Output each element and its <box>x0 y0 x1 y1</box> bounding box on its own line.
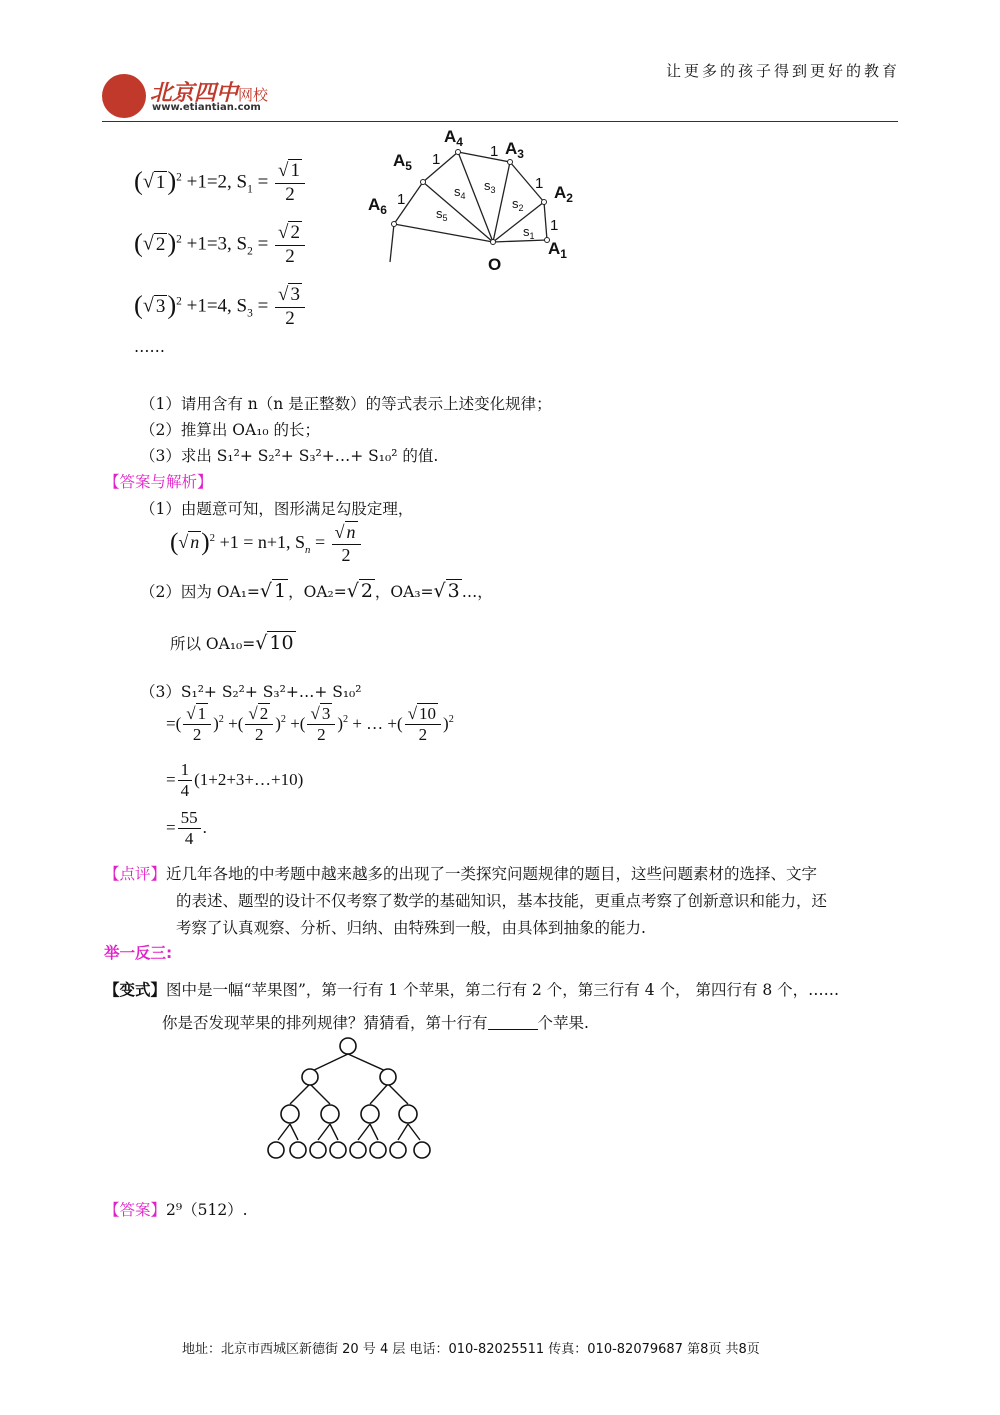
logo-url: www.etiantian.com <box>152 102 261 113</box>
variant-line-2: 你是否发现苹果的排列规律？猜猜看，第十行有 个苹果. <box>162 1014 589 1032</box>
solution-2-text: （2）因为 OA₁=√ 1 ，OA₂=√ 2 ，OA₃=√ 3 …， <box>140 580 493 602</box>
equation-2: (√ 2)$^2$ +1=3, $S_2$ = $\frac{√ 2}{2}$ <box>134 222 307 269</box>
svg-text:s5: $s_5$ <box>436 206 448 223</box>
answer-tag: 【答案与解析】 <box>104 473 213 491</box>
svg-text:1: 1 <box>550 217 559 234</box>
apple-tree-figure <box>262 1032 442 1167</box>
point-label-a6: $A_6$ <box>368 195 387 217</box>
svg-text:s1: $s_1$ <box>523 224 535 241</box>
svg-text:s2: $s_2$ <box>512 196 524 213</box>
svg-text:1: 1 <box>432 151 441 168</box>
solution-3-line3: = $\frac{1}{4}$ (1+2+3+…+10) <box>166 760 304 801</box>
svg-text:s3: $s_3$ <box>484 178 496 195</box>
variant-line-1: 【变式】图中是一幅“苹果图”，第一行有 1 个苹果，第二行有 2 个，第三行有 4 个， 第四行有 8 个，…… <box>104 981 840 999</box>
solution-1-text: （1）由题意可知，图形满足勾股定理， <box>140 500 414 518</box>
point-label-a1: $A_1$ <box>548 239 567 261</box>
practice-title: 举一反三: <box>104 944 173 962</box>
svg-text:s4: $s_4$ <box>454 184 466 201</box>
ellipsis: …… <box>134 338 165 356</box>
equation-1: (√ 1)$^2$ +1=2, $S_1$ = $\frac{√ 1}{2}$ <box>134 160 307 207</box>
point-label-a2: $A_2$ <box>554 183 573 205</box>
svg-text:1: 1 <box>535 175 544 192</box>
solution-3-line2: =( $\frac{√ 1}{2}$ )$^2$ +( $\frac{√ 2}{2}$ )$^2$ +( $\frac{√ 3}{2}$ )$^2$ + … +( $\frac{√ 10}{2}$ )$^2$ <box>166 704 454 745</box>
question-1: （1）请用含有 n（n 是正整数）的等式表示上述变化规律； <box>140 395 552 413</box>
solution-3-text: （3）S₁²+ S₂²+ S₃²+…+ S₁₀² <box>140 683 362 701</box>
solution-1-formula: (√ n)$^2$ +1 = n+1, $S_n$ = $\frac{√ n}{2}$ <box>170 522 363 566</box>
equation-3: (√ 3)$^2$ +1=4, $S_3$ = $\frac{√ 3}{2}$ <box>134 284 307 331</box>
comment-line-3: 考察了认真观察、分析、归纳、由特殊到一般，由具体到抽象的能力. <box>176 919 646 937</box>
spiral-figure <box>360 122 590 282</box>
question-3: （3）求出 S₁²+ S₂²+ S₃²+…+ S₁₀² 的值. <box>140 447 439 465</box>
slogan: 让更多的孩子得到更好的教育 <box>665 62 900 80</box>
logo: 北京四中网校 <box>150 80 269 106</box>
svg-text:1: 1 <box>397 191 406 208</box>
footer: 地址：北京市西城区新德街 20 号 4 层 电话：010-82025511 传真：010-82079687 第8页 共8页 <box>182 1342 760 1357</box>
svg-text:1: 1 <box>490 143 499 160</box>
point-label-a3: $A_3$ <box>505 139 524 161</box>
point-label-o: O <box>488 255 502 274</box>
point-label-a5: $A_5$ <box>393 151 412 173</box>
answer-blank[interactable] <box>488 1015 538 1030</box>
question-2: （2）推算出 OA₁₀ 的长； <box>140 421 321 439</box>
final-answer: 【答案】2⁹（512）. <box>104 1201 248 1219</box>
solution-2-so: 所以 OA₁₀=√ 10 <box>170 632 294 654</box>
comment-line-2: 的表述、题型的设计不仅考察了数学的基础知识，基本技能，更重点考察了创新意识和能力，还 <box>176 892 828 910</box>
solution-3-result: = $\frac{55}{4}$ . <box>166 808 207 849</box>
comment-line-1: 【点评】近几年各地的中考题中越来越多的出现了一类探究问题规律的题目，这些问题素材的选择、文字 <box>104 865 818 883</box>
logo-icon <box>102 74 146 118</box>
point-label-a4: $A_4$ <box>444 127 463 149</box>
